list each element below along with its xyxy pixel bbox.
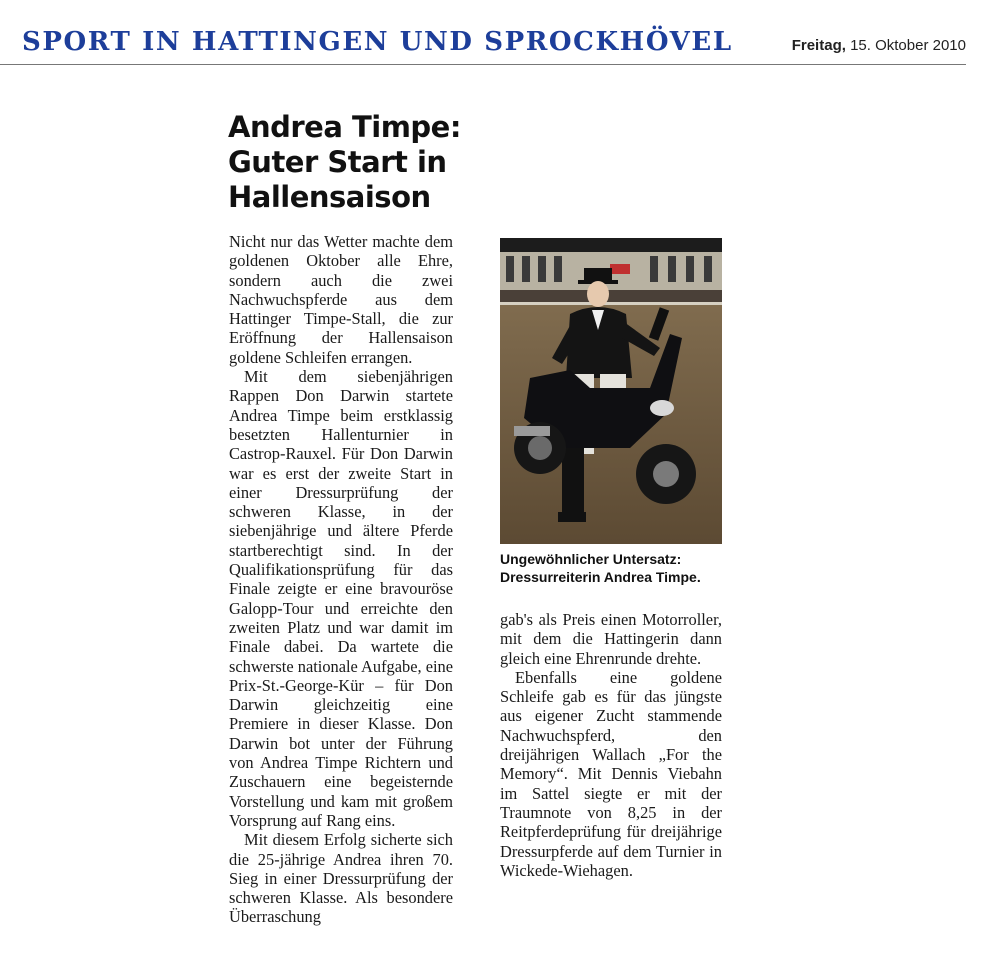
paragraph: Mit diesem Erfolg sicherte sich die 25-jährige Andrea ihren 70. Sieg in einer Dressurprüfung der schweren Klasse. Als besondere Überraschung (229, 830, 453, 927)
article-headline: Andrea Timpe: Guter Start in Hallensaison (228, 110, 461, 214)
article-column-2 (500, 610, 722, 880)
article-column-1 (229, 232, 453, 927)
header-rule (0, 64, 966, 65)
paragraph: Nicht nur das Wetter machte dem goldenen Oktober alle Ehre, sondern auch die zwei Nachwuchspferde aus dem Hattinger Timpe-Stall, die zur Eröffnung der Hallensaison goldene Schleifen errangen. (229, 232, 453, 367)
section-masthead: SPORT IN HATTINGEN UND SPROCKHÖVEL (22, 27, 733, 57)
paragraph: Mit dem siebenjährigen Rappen Don Darwin startete Andrea Timpe beim erstklassig besetzten Hallenturnier in Castrop-Rauxel. Für Don Darwin war es erst der zweite Start in einer Dressurprüfung der schweren Klasse, in der siebenjährige und ältere Pferde startberechtigt sind. In der Qualifikationsprüfung für das Finale zeigte er eine bravouröse Galopp-Tour und erreichte den zweiten Platz und war damit im Finale dabei. Da wartete die schwerste nationale Aufgabe, eine Prix-St.-George-Kür – für Don Darwin gleichzeitig eine Premiere in dieser Klasse. Don Darwin bot unter der Führung von Andrea Timpe Richtern und Zuschauern eine begeisternde Vorstellung und kam mit großem Vorsprung auf Rang eins. (229, 367, 453, 830)
article-photo (500, 238, 722, 544)
issue-date (792, 37, 966, 54)
issue-date-rest: 15. Oktober 2010 (845, 37, 966, 54)
photo-caption: Ungewöhnlicher Untersatz: Dressurreiterin Andrea Timpe. (500, 551, 701, 585)
paragraph: gab's als Preis einen Motorroller, mit dem die Hattingerin dann gleich eine Ehrenrunde drehte. (500, 610, 722, 668)
paragraph: Ebenfalls eine goldene Schleife gab es für das jüngste aus eigener Zucht stammende Nachwuchspferd, den dreijährigen Wallach „For the Memory“. Mit Dennis Viebahn im Sattel siegte er mit der Traumnote von 8,25 in der Reitpferdeprüfung für dreijährige Dressurpferde auf dem Turnier in Wickede-Wiehagen. (500, 667, 722, 880)
issue-weekday: Freitag, (791, 37, 846, 54)
photo-rider-on-scooter (500, 238, 722, 544)
